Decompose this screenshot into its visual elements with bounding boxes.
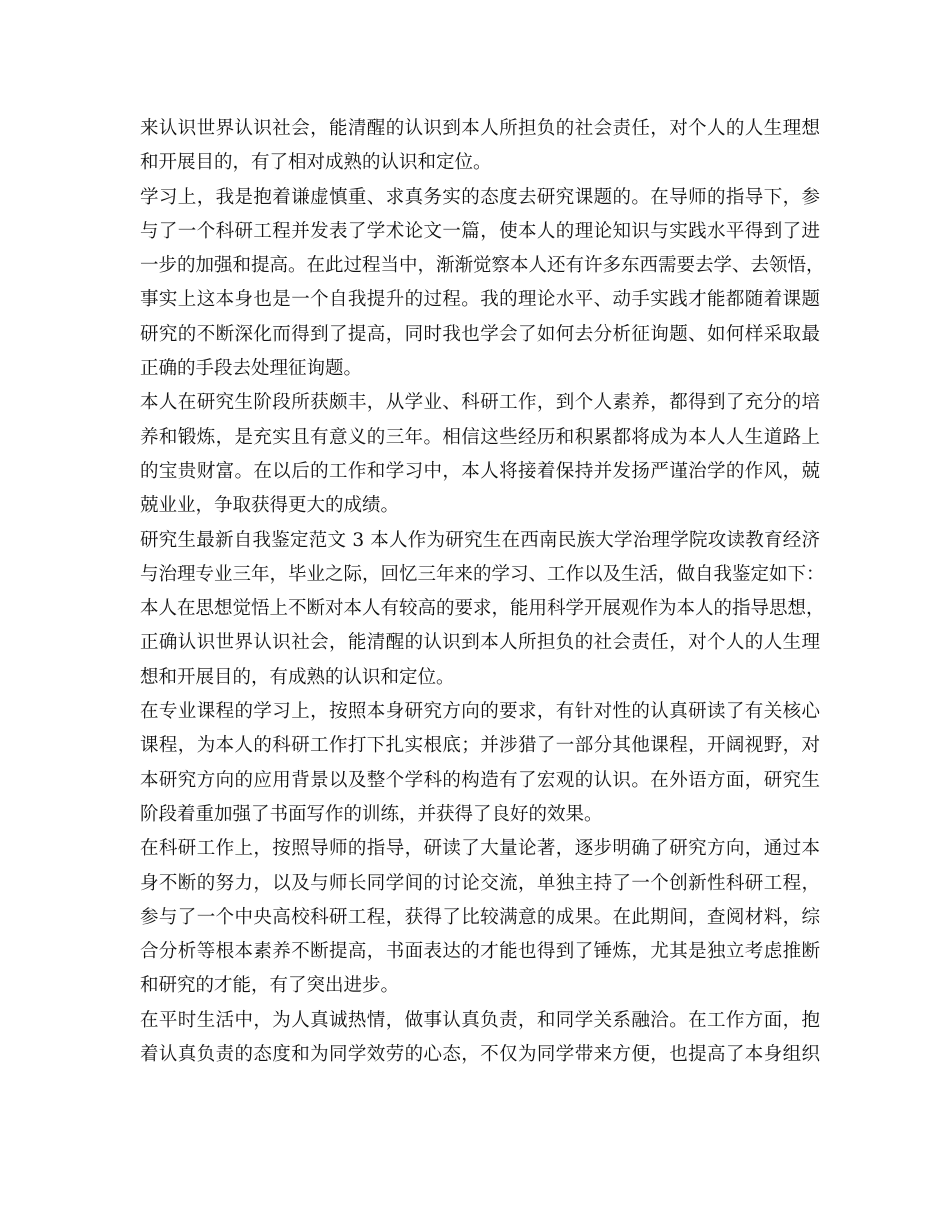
text-line: 合分析等根本素养不断提高，书面表达的才能也得到了锤炼，尤其是独立考虑推断	[140, 941, 820, 963]
text-line: 在平时生活中，为人真诚热情，做事认真负责，和同学关系融洽。在工作方面，抱	[140, 1009, 820, 1031]
text-line: 和开展目的，有了相对成熟的认识和定位。	[140, 152, 492, 174]
text-line: 来认识世界认识社会，能清醒的认识到本人所担负的社会责任，对个人的人生理想	[140, 118, 820, 139]
text-line: 阶段着重加强了书面写作的训练，并获得了良好的效果。	[140, 803, 603, 825]
text-line: 与了一个科研工程并发表了学术论文一篇，使本人的理论知识与实践水平得到了进	[140, 220, 820, 242]
text-line: 着认真负责的态度和为同学效劳的心态，不仅为同学带来方便，也提高了本身组织	[140, 1044, 820, 1066]
text-line: 在专业课程的学习上，按照本身研究方向的要求，有针对性的认真研读了有关核心	[140, 701, 820, 723]
text-line: 本人在思想觉悟上不断对本人有较高的要求，能用科学开展观作为本人的指导思想，	[140, 598, 825, 620]
text-line: 养和锻炼，是充实且有意义的三年。相信这些经历和积累都将成为本人人生道路上	[140, 426, 820, 448]
text-line: 与治理专业三年，毕业之际，回忆三年来的学习、工作以及生活，做自我鉴定如下：	[140, 563, 825, 585]
document-body	[140, 112, 825, 1072]
text-line: 本研究方向的应用背景以及整个学科的构造有了宏观的认识。在外语方面，研究生	[140, 769, 820, 791]
text-line: 本人在研究生阶段所获颇丰，从学业、科研工作，到个人素养，都得到了充分的培	[140, 392, 820, 414]
text-line: 研究的不断深化而得到了提高，同时我也学会了如何去分析征询题、如何样采取最	[140, 323, 820, 345]
text-line: 学习上，我是抱着谦虚慎重、求真务实的态度去研究课题的。在导师的指导下，参	[140, 186, 820, 208]
text-line: 正确的手段去处理征询题。	[140, 358, 363, 380]
text-line: 的宝贵财富。在以后的工作和学习中，本人将接着保持并发扬严谨治学的作风，兢	[140, 460, 820, 482]
text-line: 想和开展目的，有成熟的认识和定位。	[140, 666, 455, 688]
text-line: 参与了一个中央高校科研工程，获得了比较满意的成果。在此期间，查阅材料，综	[140, 906, 820, 928]
text-line: 一步的加强和提高。在此过程当中，渐渐觉察本人还有许多东西需要去学、去领悟，	[140, 255, 825, 277]
text-line: 身不断的努力，以及与师长同学间的讨论交流，单独主持了一个创新性科研工程，	[140, 872, 820, 894]
text-line: 研究生最新自我鉴定范文 3 本人作为研究生在西南民族大学治理学院攻读教育经济	[140, 529, 820, 551]
text-line: 正确认识世界认识社会，能清醒的认识到本人所担负的社会责任，对个人的人生理	[140, 632, 820, 654]
text-line: 在科研工作上，按照导师的指导，研读了大量论著，逐步明确了研究方向，通过本	[140, 838, 820, 860]
text-line: 兢业业，争取获得更大的成绩。	[140, 495, 400, 517]
text-line: 课程，为本人的科研工作打下扎实根底；并涉猎了一部分其他课程，开阔视野，对	[140, 735, 820, 757]
text-line: 和研究的才能，有了突出进步。	[140, 975, 400, 997]
text-line: 事实上这本身也是一个自我提升的过程。我的理论水平、动手实践才能都随着课题	[140, 289, 820, 311]
